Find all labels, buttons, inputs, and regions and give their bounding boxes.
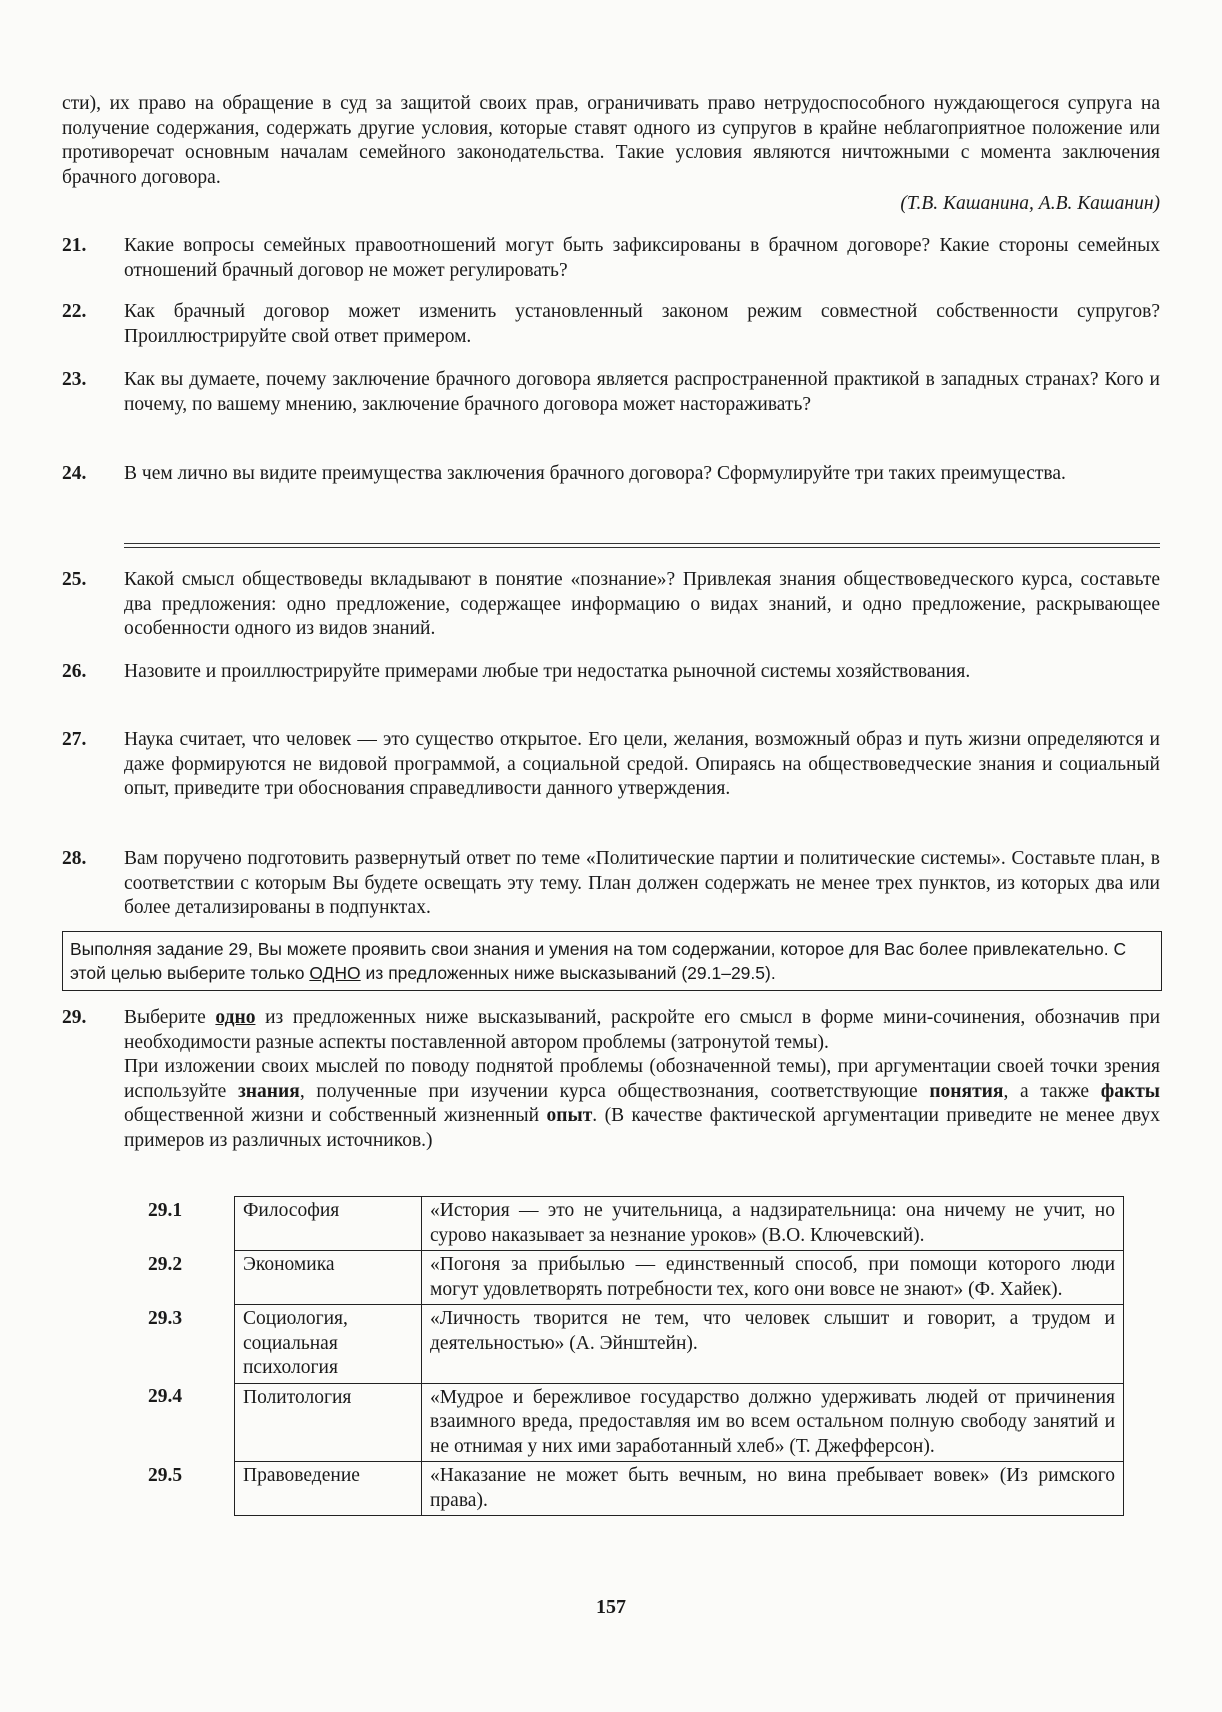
table-row	[124, 1383, 1124, 1462]
notice-text: Выполняя задание 29, Вы можете проявить свои знания и умения на том содержании, которое для Вас более привлекательно. С этой целью выберите только	[70, 939, 1127, 983]
task-text: Как вы думаете, почему заключение брачного договора является распространенной практикой в западных странах? Кого и почему, по вашему мнению, заключение брачного договора может настораживать?	[124, 369, 1160, 415]
text-run: из предложенных ниже высказываний, раскройте его смысл в форме мини-сочинения, обозначив при необходимости разные аспекты поставленной автором проблемы (затронутой темы).	[124, 1007, 1160, 1053]
task-number: 22.	[62, 301, 87, 322]
task-22	[62, 300, 1160, 349]
text-run: . (В качестве фактической аргументации приведите не менее двух примеров из различных источников.)	[124, 1105, 1161, 1151]
text-run: Выберите	[124, 1007, 216, 1028]
task-27	[62, 728, 1160, 802]
emphasis-concepts: понятия	[929, 1080, 1004, 1102]
quote-text: «Наказание не может быть вечным, но вина пребывает вовек» (Из римского права).	[422, 1462, 1124, 1516]
intro-paragraph: сти), их право на обращение в суд за защитой своих прав, ограничивать право нетрудоспособного нуждающегося супруга на получение содержания, содержать другие условия, которые ставят одного из супругов в крайне неблагоприятное положение или противоречат основным началам семейного законодательства. Такие условия являются ничтожными с момента заключения брачного договора.	[62, 93, 1160, 188]
task-24	[62, 462, 1160, 487]
notice-box	[62, 931, 1162, 991]
emphasis-facts: факты	[1100, 1080, 1160, 1102]
task-text: Как брачный договор может изменить установленный законом режим совместной собственности супругов? Проиллюстрируйте свой ответ примером.	[124, 301, 1160, 347]
task-number: 24.	[62, 463, 87, 484]
task-23	[62, 368, 1160, 417]
source-citation: (Т.В. Кашанина, А.В. Кашанин)	[900, 193, 1160, 214]
quote-code: 29.5	[148, 1464, 183, 1486]
task-29-instruction	[124, 1006, 1160, 1055]
quote-code: 29.2	[148, 1253, 183, 1275]
task-26	[62, 660, 1160, 685]
task-number: 28.	[62, 848, 87, 869]
task-number: 27.	[62, 729, 87, 750]
quote-text: «История — это не учительница, а надзирательница: она ничему не учит, но сурово наказывает за незнание уроков» (В.О. Ключевский).	[422, 1197, 1124, 1251]
table-row	[124, 1462, 1124, 1516]
notice-text-end: из предложенных ниже высказываний (29.1–29.5).	[360, 963, 776, 983]
quote-text: «Погоня за прибылью — единственный способ, при помощи которого люди могут удовлетворять потребности тех, кого они вовсе не знают» (Ф. Хайек).	[422, 1251, 1124, 1305]
task-text: Наука считает, что человек — это существо открытое. Его цели, желания, возможный образ и путь жизни определяются и даже формируются не видовой программой, а социальной средой. Опираясь на обществоведческие знания и социальный опыт, приведите три обоснования справедливости данного утверждения.	[124, 729, 1160, 799]
quote-code: 29.3	[148, 1307, 183, 1329]
quote-subject: Политология	[235, 1383, 422, 1462]
text-run: , полученные при изучении курса обществознания, соответствующие	[299, 1080, 930, 1102]
task-text: В чем лично вы видите преимущества заключения брачного договора? Сформулируйте три таких преимущества.	[124, 463, 1066, 484]
quote-text: «Мудрое и бережливое государство должно удерживать людей от причинения взаимного вреда, предоставляя им во всем остальном полную свободу занятий и не отнимая у них ими заработанный хлеб» (Т. Джефферсон).	[422, 1383, 1124, 1462]
task-text: Какой смысл обществоведы вкладывают в понятие «познание»? Привлекая знания обществоведческого курса, составьте два предложения: одно предложение, содержащее информацию о видах знаний, и одно предложение, раскрывающее особенности одного из видов знаний.	[124, 569, 1160, 639]
table-row	[124, 1197, 1124, 1251]
task-number: 25.	[62, 569, 87, 590]
task-number: 21.	[62, 235, 87, 256]
notice-emphasis: ОДНО	[309, 963, 361, 983]
table-row	[124, 1305, 1124, 1384]
quote-code: 29.1	[148, 1199, 183, 1221]
emphasis-knowledge: знания	[237, 1080, 300, 1102]
quote-subject: Философия	[235, 1197, 422, 1251]
quote-subject: Экономика	[235, 1251, 422, 1305]
task-text: Вам поручено подготовить развернутый ответ по теме «Политические партии и политические системы». Составьте план, в соответствии с которым Вы будете освещать эту тему. План должен содержать не менее трех пунктов, из которых два или более детализированы в подпунктах.	[124, 848, 1160, 918]
text-run: , а также	[1003, 1080, 1101, 1102]
text-run: общественной жизни и собственный жизненный	[124, 1105, 547, 1126]
emphasis-experience: опыт	[546, 1105, 593, 1126]
task-number: 26.	[62, 661, 87, 682]
emphasis-one: одно	[215, 1007, 256, 1028]
task-29-guidance	[124, 1055, 1160, 1153]
quote-subject: Социология, социальная психология	[235, 1305, 422, 1384]
task-29	[62, 1006, 1160, 1153]
task-text: Назовите и проиллюстрируйте примерами любые три недостатка рыночной системы хозяйствования.	[124, 661, 971, 682]
task-number: 23.	[62, 369, 87, 390]
task-number: 29.	[62, 1007, 87, 1028]
quotes-table	[124, 1196, 1124, 1516]
text-run: При изложении своих мыслей по поводу поднятой проблемы (обозначенной темы), при аргументации своей точки зрения используйте	[124, 1056, 1160, 1102]
task-25	[62, 568, 1160, 642]
page-number: 157	[596, 1596, 626, 1618]
quote-code: 29.4	[148, 1386, 183, 1407]
section-divider	[124, 543, 1160, 548]
quote-subject: Правоведение	[235, 1462, 422, 1516]
task-28	[62, 847, 1160, 921]
table-row	[124, 1251, 1124, 1305]
task-text: Какие вопросы семейных правоотношений могут быть зафиксированы в брачном договоре? Какие стороны семейных отношений брачный договор не может регулировать?	[124, 235, 1160, 281]
task-21	[62, 234, 1160, 283]
quote-text: «Личность творится не тем, что человек слышит и говорит, а трудом и деятельностью» (А. Эйнштейн).	[422, 1305, 1124, 1384]
